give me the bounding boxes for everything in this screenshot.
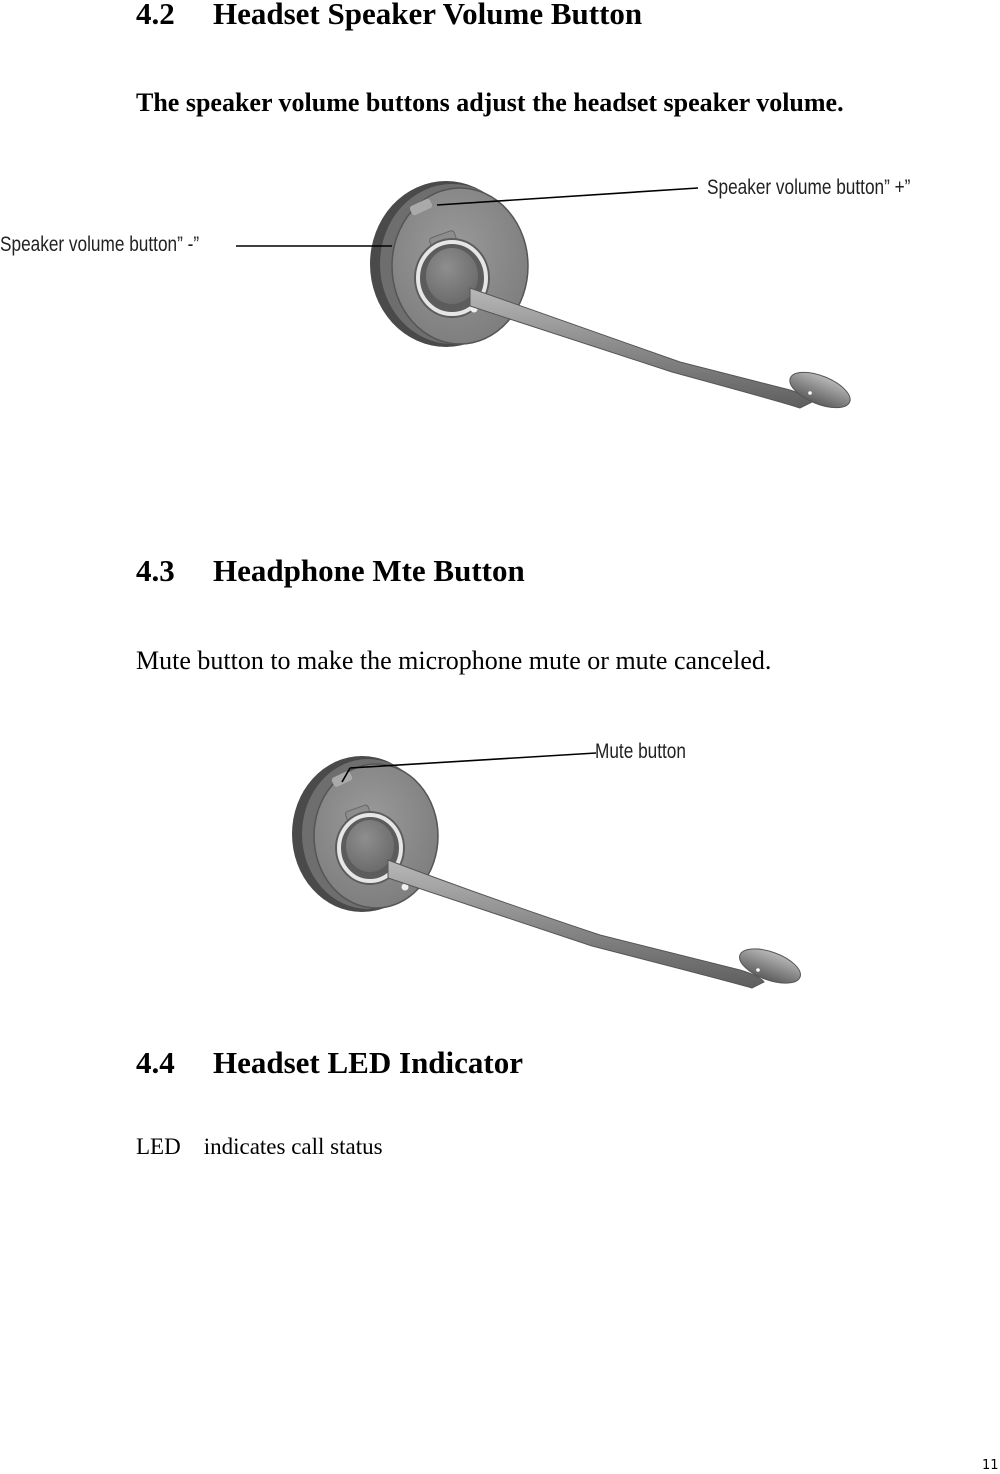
section-description: The speaker volume buttons adjust the headset speaker volume. bbox=[136, 88, 844, 117]
headset-illustration bbox=[370, 181, 855, 415]
section-title: Headphone Mte Button bbox=[213, 553, 525, 588]
section-description: LED indicates call status bbox=[136, 1134, 383, 1159]
section-number: 4.4 bbox=[136, 1045, 175, 1080]
section-heading-4-2 bbox=[136, 0, 642, 32]
section-title: Headset Speaker Volume Button bbox=[213, 0, 643, 31]
section-number: 4.3 bbox=[136, 553, 175, 588]
callout-volume-plus: Speaker volume button” +” bbox=[707, 176, 911, 199]
section-heading-4-4 bbox=[136, 1045, 523, 1081]
section-title: Headset LED Indicator bbox=[213, 1045, 523, 1080]
headset-mute-figure bbox=[0, 730, 1000, 1000]
section-number: 4.2 bbox=[136, 0, 175, 31]
callout-mute-button: Mute button bbox=[595, 740, 686, 763]
callout-volume-minus: Speaker volume button” -” bbox=[0, 233, 200, 256]
section-description: Mute button to make the microphone mute or mute canceled. bbox=[136, 646, 772, 675]
headset-illustration bbox=[292, 756, 805, 990]
page-number: 11 bbox=[982, 1458, 999, 1473]
section-heading-4-3 bbox=[136, 553, 525, 589]
